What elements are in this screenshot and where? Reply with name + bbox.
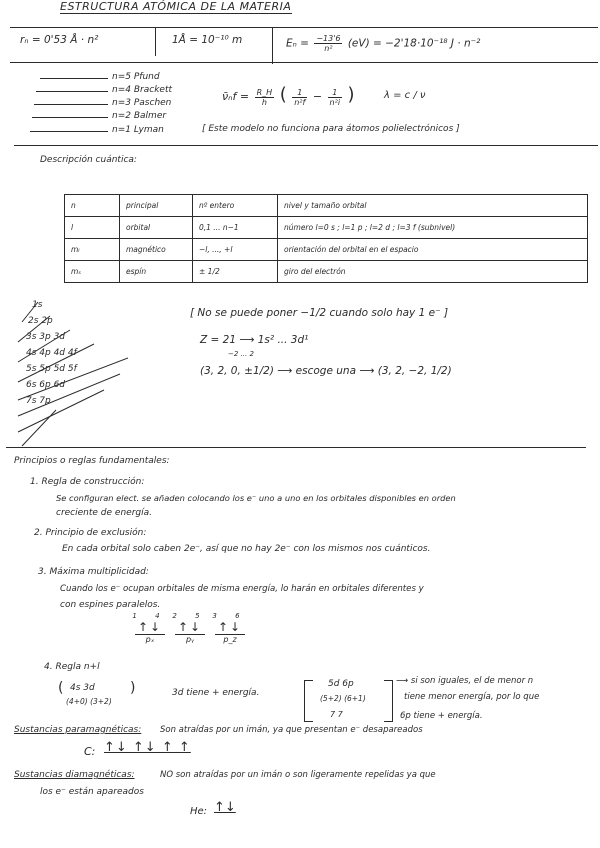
principle-1-text: creciente de energía. <box>56 508 152 518</box>
paren-close: ) <box>130 680 136 696</box>
diamagnetic-text: NO son atraídas por un imán o son ligeramente repelidas ya que <box>160 770 436 780</box>
table-cell: −l, ..., +l <box>193 239 278 261</box>
nl-note: ⟶ si son iguales, el de menor n <box>396 676 534 686</box>
table-cell: n <box>65 195 120 217</box>
nl-bracket-top: 5d 6p <box>328 679 354 689</box>
helium-configuration: ↑↓ <box>214 800 236 815</box>
table-cell: ± 1/2 <box>193 261 278 283</box>
series-item: n=1 Lyman <box>112 125 164 135</box>
cuantica-heading: Descripción cuántica: <box>40 155 137 165</box>
principle-3-text: con espines paralelos. <box>60 600 161 610</box>
table-cell: mₛ <box>65 261 120 283</box>
electron-arrows: ↑↓ <box>177 620 203 634</box>
electron-arrows: ↑↓ <box>217 620 243 634</box>
rydberg-formula: ν̄ₙf = $\frac{R\_H}{h}$ ( $\frac{1}{\text{n²f}}$ − $\frac{1}{\text{n²i}}$ ) <box>222 84 355 107</box>
table-cell: nº entero <box>193 195 278 217</box>
moeller-row: 1s <box>32 300 43 310</box>
principle-4-title: 4. Regla n+l <box>44 662 100 672</box>
series-item: n=5 Pfund <box>112 72 160 82</box>
formula-bottom-rule <box>10 62 598 63</box>
nl-note: 6p tiene + energía. <box>400 711 483 721</box>
table-cell: número l=0 s ; l=1 p ; l=2 d ; l=3 f (subnivel) <box>278 217 588 239</box>
nl-bracket-bottom: 7 7 <box>330 710 343 719</box>
diamagnetic-text: los e⁻ están apareados <box>40 787 144 797</box>
diamagnetic-title: Sustancias diamagnéticas: <box>14 770 135 780</box>
series-item: n=3 Paschen <box>112 98 172 108</box>
nl-left-bottom: (4+0) (3+2) <box>66 697 112 706</box>
table-cell: orientación del orbital en el espacio <box>278 239 588 261</box>
bracket-left <box>304 680 313 722</box>
carbon-configuration: ↑↓ ↑↓ ↑ ↑ <box>104 740 191 755</box>
wavelength-formula: λ = c / ν <box>384 90 426 101</box>
paramagnetic-title: Sustancias paramagnéticas: <box>14 725 142 735</box>
spin-note: [ No se puede poner −1/2 cuando solo hay 1 e⁻ ] <box>190 307 449 319</box>
table-row <box>65 217 588 239</box>
principle-2-text: En cada orbital solo caben 2e⁻, así que no hay 2e⁻ con los mismos nos cuánticos. <box>62 544 431 554</box>
table-cell: orbital <box>120 217 193 239</box>
nl-bracket-mid: (5+2) (6+1) <box>320 694 366 703</box>
moeller-row: 4s 4p 4d 4f <box>26 348 77 358</box>
orbital-box-px: 1 4 ↑↓ pₓ <box>130 612 170 644</box>
moeller-row: 5s 5p 5d 5f <box>26 364 77 374</box>
bracket-right <box>384 680 393 722</box>
formula-divider <box>155 28 156 56</box>
principles-heading: Principios o reglas fundamentales: <box>14 456 170 466</box>
series-line <box>34 104 108 105</box>
table-row <box>65 195 588 217</box>
table-cell: espín <box>120 261 193 283</box>
series-line <box>30 131 108 132</box>
example-tuple: (3, 2, 0, ±1/2) ⟶ escoge una ⟶ (3, 2, −2, 1/2) <box>200 365 452 377</box>
section-rule <box>14 145 598 146</box>
table-row <box>65 239 588 261</box>
series-line <box>36 91 108 92</box>
principle-3-text: Cuando los e⁻ ocupan orbitales de misma energía, lo harán en orbitales diferentes y <box>60 584 424 594</box>
principle-1-text: Se configuran elect. se añaden colocando los e⁻ uno a uno en los orbitales disponibles en orden <box>56 493 456 503</box>
paramagnetic-text: Son atraídas por un imán, ya que presentan e⁻ desapareados <box>160 725 423 735</box>
title-underline <box>60 13 292 14</box>
helium-label: He: <box>190 806 208 817</box>
orbital-box-pz: 3 6 ↑↓ p_z <box>210 612 250 644</box>
table-cell: l <box>65 217 120 239</box>
example-ml-marks: −2 ... 2 <box>228 350 254 358</box>
page-title: ESTRUCTURA ATÓMICA DE LA MATERIA <box>60 0 292 13</box>
carbon-label: C: <box>84 745 96 758</box>
table-cell: giro del electrón <box>278 261 588 283</box>
example-z: Z = 21 ⟶ 1s² ... 3d¹ <box>200 334 309 346</box>
quantum-numbers-table <box>64 194 588 283</box>
moeller-row: 2s 2p <box>28 316 53 326</box>
angstrom-formula: 1Å = 10⁻¹⁰ m <box>172 34 243 46</box>
radius-formula: rₙ = 0'53 Å · n² <box>20 34 99 46</box>
table-cell: nivel y tamaño orbital <box>278 195 588 217</box>
section-rule <box>6 447 586 448</box>
series-item: n=2 Balmer <box>112 111 167 121</box>
formula-divider <box>272 28 273 64</box>
bohr-note: [ Este modelo no funciona para átomos polielectrónicos ] <box>202 124 460 134</box>
electron-arrows: ↑↓ <box>137 620 163 634</box>
nl-mid-text: 3d tiene + energía. <box>172 688 260 698</box>
series-line <box>40 78 108 79</box>
principle-2-title: 2. Principio de exclusión: <box>34 528 147 538</box>
nl-left-top: 4s 3d <box>70 683 95 693</box>
principle-3-title: 3. Máxima multiplicidad: <box>38 567 149 577</box>
series-item: n=4 Brackett <box>112 85 173 95</box>
moeller-row: 3s 3p 3d <box>26 332 66 342</box>
principle-1-title: 1. Regla de construcción: <box>30 477 145 487</box>
moeller-row: 6s 6p 6d <box>26 380 66 390</box>
paren-open: ( <box>58 680 64 696</box>
orbital-box-py: 2 5 ↑↓ pᵧ <box>170 612 210 644</box>
series-line <box>32 117 108 118</box>
energy-formula: Eₙ = $\frac{-13'6}{\text{n²}}$ (eV) = −2'18·10⁻¹⁸ J · n⁻² <box>286 34 481 53</box>
table-cell: magnético <box>120 239 193 261</box>
table-cell: mₗ <box>65 239 120 261</box>
table-cell: 0,1 ... n−1 <box>193 217 278 239</box>
formula-top-rule <box>10 27 598 28</box>
moeller-row: 7s 7p <box>26 396 51 406</box>
table-row <box>65 261 588 283</box>
nl-note: tiene menor energía, por lo que <box>404 692 540 702</box>
table-cell: principal <box>120 195 193 217</box>
